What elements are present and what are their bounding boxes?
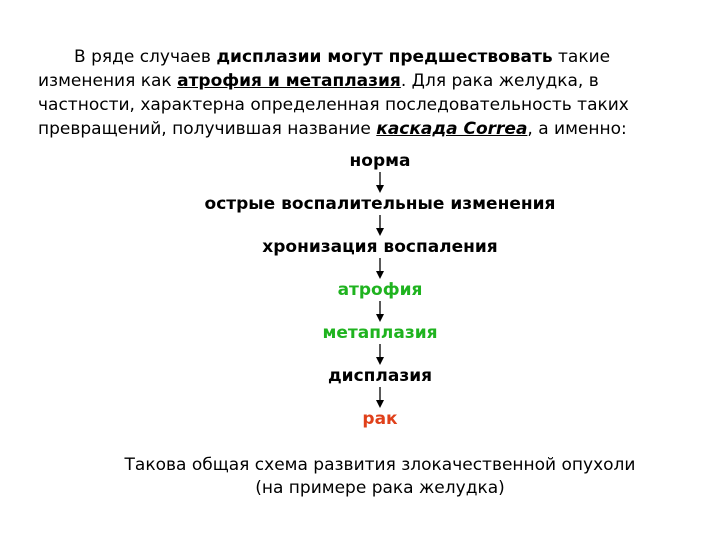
intro-line-2: изменения как атрофия и метаплазия. Для рака желудка, в [38,71,599,91]
correa-cascade-term: каскада Correa [376,119,528,139]
cascade-step: острые воспалительные изменения [204,194,556,214]
intro-paragraph [38,45,698,141]
summary-caption [0,454,720,500]
cascade-step: атрофия [337,280,423,300]
intro-line-1: В ряде случаев дисплазии могут предшествовать такие [74,47,611,67]
down-arrow-icon [374,172,386,193]
summary-line-2: (на примере рака желудка) [255,478,505,498]
down-arrow-icon [374,387,386,408]
intro-line-4: превращений, получившая название каскада Correa, а именно: [38,119,627,139]
cascade-step: дисплазия [327,366,433,386]
atrophy-metaplasia-phrase: атрофия и метаплазия [177,71,401,91]
down-arrow-icon [374,301,386,322]
cascade-step: хронизация воспаления [262,237,498,257]
intro-line-3: частности, характерна определенная последовательность таких [38,95,629,115]
cascade-step: метаплазия [322,323,438,343]
cascade-step: норма [349,151,411,171]
correa-cascade-diagram [0,150,720,430]
cascade-step: рак [362,409,398,429]
dysplasia-precede-phrase: дисплазии могут предшествовать [216,47,553,67]
summary-line-1: Такова общая схема развития злокачественной опухоли [124,455,636,475]
down-arrow-icon [374,215,386,236]
down-arrow-icon [374,258,386,279]
down-arrow-icon [374,344,386,365]
